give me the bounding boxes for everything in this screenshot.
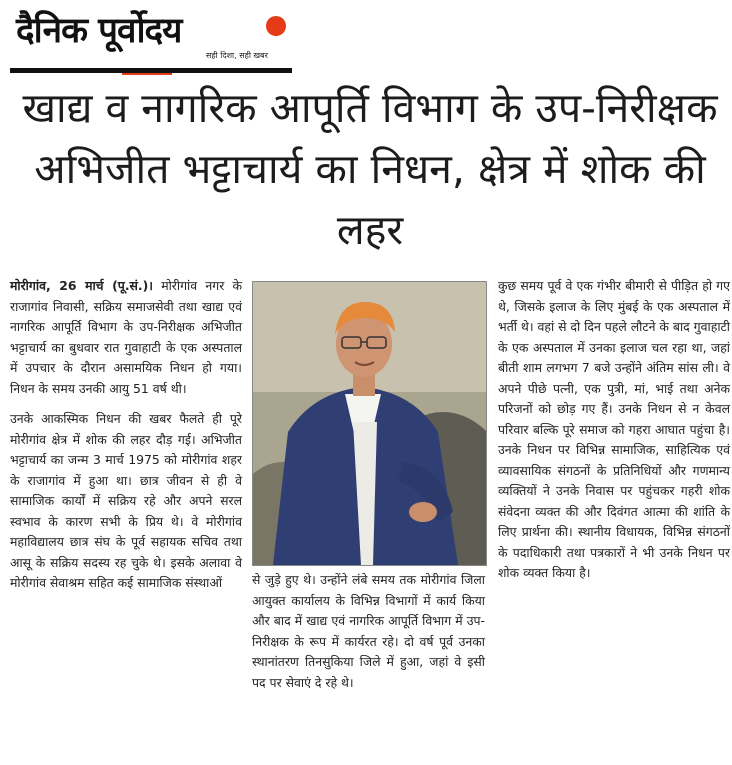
article-dateline: मोरीगांव, 26 मार्च (पू.सं.)। (10, 278, 153, 293)
article-paragraph (10, 276, 242, 399)
article-column-right (498, 276, 730, 584)
newspaper-logo: दैनिक पूर्वोदय (16, 11, 182, 51)
article-headline: खाद्य व नागरिक आपूर्ति विभाग के उप-निरीक्षक अभिजीत भट्टाचार्य का निधन, क्षेत्र में शोक की लहर (22, 84, 718, 254)
article-paragraph: कुछ समय पूर्व वे एक गंभीर बीमारी से पीड़ित हो गए थे, जिसके इलाज के लिए मुंबई के एक अस्पताल में भर्ती थे। वहां से दो दिन पहले लौटने के बाद गुवाहाटी के एक अस्पताल में उनका इलाज चल रहा था, जहां बीती शाम लगभग 7 बजे उन्होंने अंतिम सांस ली। वे अपने पीछे पत्नी, एक पुत्री, मां, भाई तथा अनेक परिजनों को छोड़ गए हैं। उनके निधन से न केवल परिवार बल्कि पूरे समाज को गहरा आघात पहुंचा है। उनके निधन पर विभिन्न सामाजिक, साहित्यिक एवं व्यावसायिक संगठनों के प्रतिनिधियों और गणमान्य व्यक्तियों ने उनके निवास पर पहुंचकर गहरी शोक संवेदना व्यक्त की और दिवंगत आत्मा की शांति के लिए प्रार्थना की। स्थानीय विधायक, विभिन्न संगठनों के पदाधिकारी तथा पत्रकारों ने भी उनके निधन पर शोक व्यक्त किया है। (498, 278, 730, 580)
portrait-photo (252, 281, 487, 566)
logo-dot-icon (266, 16, 286, 36)
article-column-middle (252, 570, 485, 693)
masthead-accent (122, 73, 172, 75)
portrait-illustration (253, 282, 486, 565)
article-paragraph: उनके आकस्मिक निधन की खबर फैलते ही पूरे मोरीगांव क्षेत्र में शोक की लहर दौड़ गई। अभिजीत भट्टाचार्य का जन्म 3 मार्च 1975 को मोरीगांव शहर के राजागांव में हुआ था। छात्र जीवन से ही वे सामाजिक कार्यों में सक्रिय रहे और अपने सरल स्वभाव के कारण सभी के प्रिय थे। वे मोरीगांव महाविद्यालय छात्र संघ के पूर्व सहायक सचिव तथा आसू के सक्रिय सदस्य रह चुके थे। इसके अलावा वे मोरीगांव सेवाश्रम सहित कई सामाजिक संस्थाओं (10, 411, 242, 590)
article-column-left (10, 276, 242, 594)
newspaper-tagline: सही दिशा, सही खबर (206, 51, 268, 60)
article-paragraph: से जुड़े हुए थे। उन्होंने लंबे समय तक मोरीगांव जिला आयुक्त कार्यालय के विभिन्न विभागों में कार्य किया और बाद में खाद्य एवं नागरिक आपूर्ति विभाग में उप-निरीक्षक के रूप में कार्यरत रहे। दो वर्ष पूर्व उनका स्थानांतरण तिनसुकिया जिले में हुआ, जहां वे इसी पद पर सेवाएं दे रहे थे। (252, 572, 485, 690)
masthead (10, 4, 296, 74)
article-lead-text: मोरीगांव नगर के राजागांव निवासी, सक्रिय समाजसेवी तथा खाद्य एवं नागरिक आपूर्ति विभाग के उप-निरीक्षक अभिजीत भट्टाचार्य का बुधवार रात गुवाहाटी के एक अस्पताल में उपचार के दौरान असामयिक निधन हो गया। निधन के समय उनकी आयु 51 वर्ष थी। (10, 278, 242, 396)
